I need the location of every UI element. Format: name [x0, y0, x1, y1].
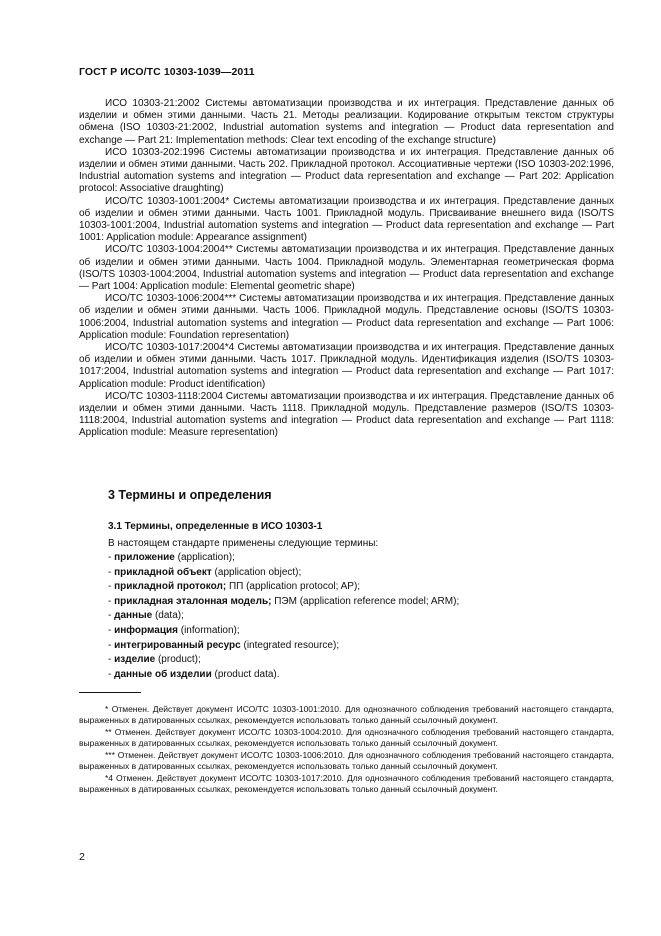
- term-name: данные: [114, 610, 153, 622]
- terms-list: [108, 551, 459, 682]
- normative-references: [79, 98, 614, 440]
- reference-item: ИСО 10303-202:1996 Системы автоматизации производства и их интеграция. Представление данных об изделии и обмен этими данными. Часть 202. Прикладной протокол. Ассоциативные чертежи (ISO 10303-202:1996, Industrial automation systems and integration — Product data representation and exchange — Part 202: Application protocol: Associative draughting): [79, 146, 614, 195]
- terms-intro: В настоящем стандарте применены следующие термины:: [108, 538, 379, 549]
- reference-item: ИСО/ТС 10303-1118:2004 Системы автоматизации производства и их интеграция. Представление данных об изделии и обмен этими данными. Часть 1118. Прикладной модуль. Представление размеров (ISO/TS 10303-1118:2004, Industrial automation systems and integration — Product data representation and exchange — Part 1118: Application module: Measure representation): [79, 390, 614, 439]
- footnotes: [79, 704, 614, 796]
- page-number: 2: [79, 851, 85, 863]
- section-title: 3 Термины и определения: [108, 488, 272, 502]
- footnote-item: ** Отменен. Действует документ ИСО/ТС 10303-1004:2010. Для однозначного соблюдения требований настоящего стандарта, выраженных в датированных ссылках, рекомендуется использовать только данный ссылочный документ.: [79, 727, 614, 748]
- term-name: прикладной протокол;: [114, 581, 227, 593]
- footnote-item: *** Отменен. Действует документ ИСО/ТС 10303-1006:2010. Для однозначного соблюдения требований настоящего стандарта, выраженных в датированных ссылках, рекомендуется использовать только данный ссылочный документ.: [79, 750, 614, 771]
- document-header: ГОСТ Р ИСО/ТС 10303-1039—2011: [79, 66, 255, 78]
- term-item: - интегрированный ресурс (integrated resource);: [108, 639, 340, 651]
- term-item: - данные (data);: [108, 610, 184, 622]
- term-item: - изделие (product);: [108, 654, 201, 666]
- term-item: - прикладная эталонная модель; ПЭМ (application reference model; ARM);: [108, 595, 460, 607]
- reference-item: ИСО 10303-21:2002 Системы автоматизации производства и их интеграция. Представление данных об изделии и обмен этими данными. Часть 21. Методы реализации. Кодирование открытым текстом структуры обмена (ISO 10303-21:2002, Industrial automation systems and integration — Product data representation and exchange — Part 21: Implementation methods: Clear text encoding of the exchange structure): [79, 98, 614, 146]
- reference-item: ИСО/ТС 10303-1001:2004* Системы автоматизации производства и их интеграция. Представление данных об изделии и обмен этими данными. Часть 1001. Прикладной модуль. Присваивание внешнего вида (ISO/TS 10303-1001:2004, Industrial automation systems and integration — Product data representation and exchange — Part 1001: Application module: Appearance assignment): [79, 195, 614, 244]
- term-name: прикладная эталонная модель;: [114, 595, 272, 607]
- reference-item: ИСО/ТС 10303-1004:2004** Системы автоматизации производства и их интеграция. Представление данных об изделии и обмен этими данными. Часть 1004. Прикладной модуль. Элементарная геометрическая форма (ISO/TS 10303-1004:2004, Industrial automation systems and integration — Product data representation and exchange — Part 1004: Application module: Elemental geometric shape): [79, 244, 614, 293]
- term-item: - информация (information);: [108, 624, 240, 636]
- term-name: приложение: [114, 552, 175, 563]
- term-item: - прикладной объект (application object);: [108, 566, 302, 578]
- term-name: изделие: [114, 654, 156, 666]
- term-name: информация: [114, 624, 178, 636]
- term-name: прикладной объект: [114, 566, 212, 578]
- term-item: - данные об изделии (product data).: [108, 668, 280, 680]
- term-item: - приложение (application);: [108, 552, 235, 563]
- term-name: данные об изделии: [114, 668, 212, 680]
- footnote-item: * Отменен. Действует документ ИСО/ТС 10303-1001:2010. Для однозначного соблюдения требований настоящего стандарта, выраженных в датированных ссылках, рекомендуется использовать только данный ссылочный документ.: [79, 704, 614, 725]
- term-item: - прикладной протокол; ПП (application protocol; AP);: [108, 581, 361, 593]
- reference-item: ИСО/ТС 10303-1017:2004*4 Системы автоматизации производства и их интеграция. Представление данных об изделии и обмен этими данными. Часть 1017. Прикладной модуль. Идентификация изделия (ISO/TS 10303-1017:2004, Industrial automation systems and integration — Product data representation and exchange — Part 1017: Application module: Product identification): [79, 342, 614, 390]
- footnote-divider: [79, 692, 141, 693]
- term-name: интегрированный ресурс: [114, 639, 241, 651]
- subsection-title: 3.1 Термины, определенные в ИСО 10303-1: [108, 521, 323, 532]
- reference-item: ИСО/ТС 10303-1006:2004*** Системы автоматизации производства и их интеграция. Представление данных об изделии и обмен этими данными. Часть 1006. Прикладной модуль. Представление основы (ISO/TS 10303-1006:2004, Industrial automation systems and integration — Product data representation and exchange — Part 1006: Application module: Foundation representation): [79, 293, 614, 341]
- footnote-item: *4 Отменен. Действует документ ИСО/ТС 10303-1017:2010. Для однозначного соблюдения требований настоящего стандарта, выраженных в датированных ссылках, рекомендуется использовать только данный ссылочный документ.: [79, 773, 614, 794]
